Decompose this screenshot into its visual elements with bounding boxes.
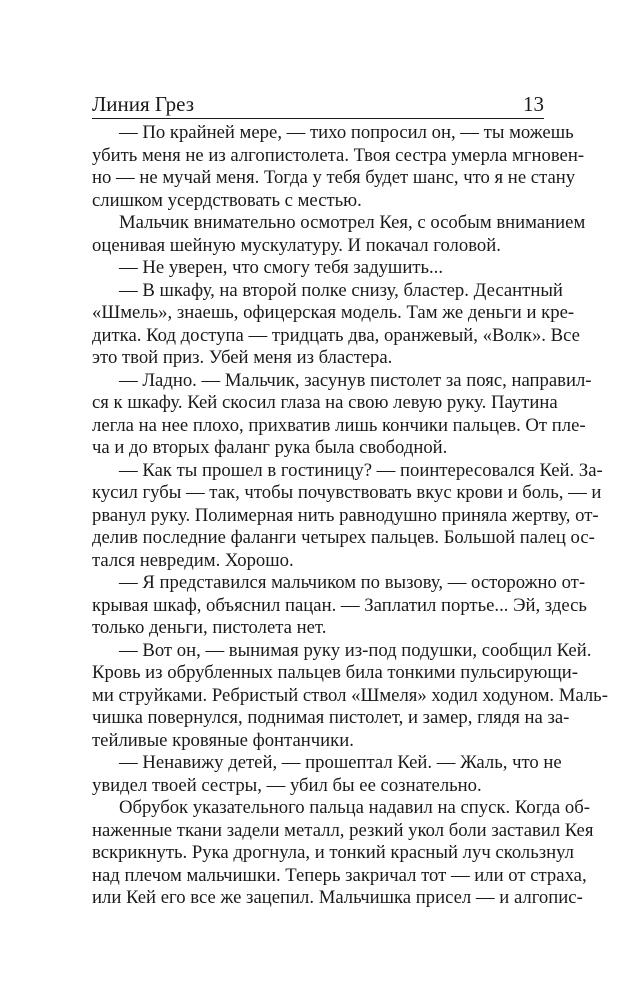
text-line: или Кей его все же зацепил. Мальчишка присел — и алгопис- <box>92 887 583 908</box>
text-line: оценивая шейную мускулатуру. И покачал головой. <box>92 234 501 256</box>
text-line: — Не уверен, что смогу тебя задушить... <box>119 257 444 278</box>
text-line: — По крайней мере, — тихо попросил он, — ты можешь <box>119 122 574 143</box>
body-text <box>92 122 608 910</box>
text-line: убить меня не из алгопистолета. Твоя сестра умерла мгновен- <box>92 144 585 166</box>
text-line: — Ладно. — Мальчик, засунув пистолет за пояс, направил- <box>119 369 592 391</box>
text-line: «Шмель», знаешь, офицерская модель. Там же деньги и кре- <box>92 302 575 323</box>
text-line: делив последние фаланги четырех пальцев. Большой палец ос- <box>92 527 595 548</box>
text-line: над плечом мальчишки. Теперь закричал тот — или от страха, <box>92 864 587 886</box>
text-line: — В шкафу, на второй полке снизу, бластер. Десантный <box>119 279 563 301</box>
text-line: наженные ткани задели металл, резкий укол боли заставил Кея <box>92 819 594 841</box>
text-line: — Как ты прошел в гостиницу? — поинтересовался Кей. За- <box>119 459 603 481</box>
text-line: но — не мучай меня. Тогда у тебя будет шанс, что я не стану <box>92 167 576 188</box>
text-line: ча и до вторых фаланг рука была свободной. <box>92 437 448 458</box>
text-line: кусил губы — так, чтобы почувствовать вкус крови и боль, — и <box>92 482 602 503</box>
text-line: увидел твоей сестры, — убил бы ее сознательно. <box>92 774 482 796</box>
header-rule <box>92 118 544 119</box>
text-line: крывая шкаф, объяснил пацан. — Заплатил портье... Эй, здесь <box>92 594 587 616</box>
text-line: тался невредим. Хорошо. <box>92 549 294 571</box>
page-number: 13 <box>523 92 544 116</box>
text-line: ся к шкафу. Кей скосил глаза на свою левую руку. Паутина <box>92 392 558 413</box>
text-line: Кровь из обрубленных пальцев била тонкими пульсирующи- <box>92 662 578 683</box>
text-line: — Я представился мальчиком по вызову, — осторожно от- <box>119 572 586 593</box>
text-line: — Ненавижу детей, — прошептал Кей. — Жаль, что не <box>119 752 562 773</box>
text-line: только деньги, пистолета нет. <box>92 617 327 638</box>
text-line: чишка повернулся, поднимая пистолет, и замер, глядя на за- <box>92 707 570 728</box>
text-line: ми струйками. Ребристый ствол «Шмеля» ходил ходуном. Маль- <box>92 684 608 706</box>
text-line: тейливые кровяные фонтанчики. <box>92 729 354 751</box>
text-line: — Вот он, — вынимая руку из-под подушки, сообщил Кей. <box>119 639 592 661</box>
text-line: легла на нее плохо, прихватив лишь кончики пальцев. От пле- <box>92 414 586 436</box>
text-line: это твой приз. Убей меня из бластера. <box>92 347 393 368</box>
text-line: рванул руку. Полимерная нить равнодушно приняла жертву, от- <box>92 504 599 526</box>
text-line: Обрубок указательного пальца надавил на спуск. Когда об- <box>119 797 590 818</box>
text-line: Мальчик внимательно осмотрел Кея, с особым вниманием <box>119 212 586 233</box>
text-line: вскрикнуть. Рука дрогнула, и тонкий красный луч скользнул <box>92 842 575 863</box>
running-title: Линия Грез <box>92 92 195 116</box>
text-line: слишком усердствовать с местью. <box>92 189 362 211</box>
text-line: дитка. Код доступа — тридцать два, оранжевый, «Волк». Все <box>92 324 580 346</box>
running-head <box>92 90 544 118</box>
